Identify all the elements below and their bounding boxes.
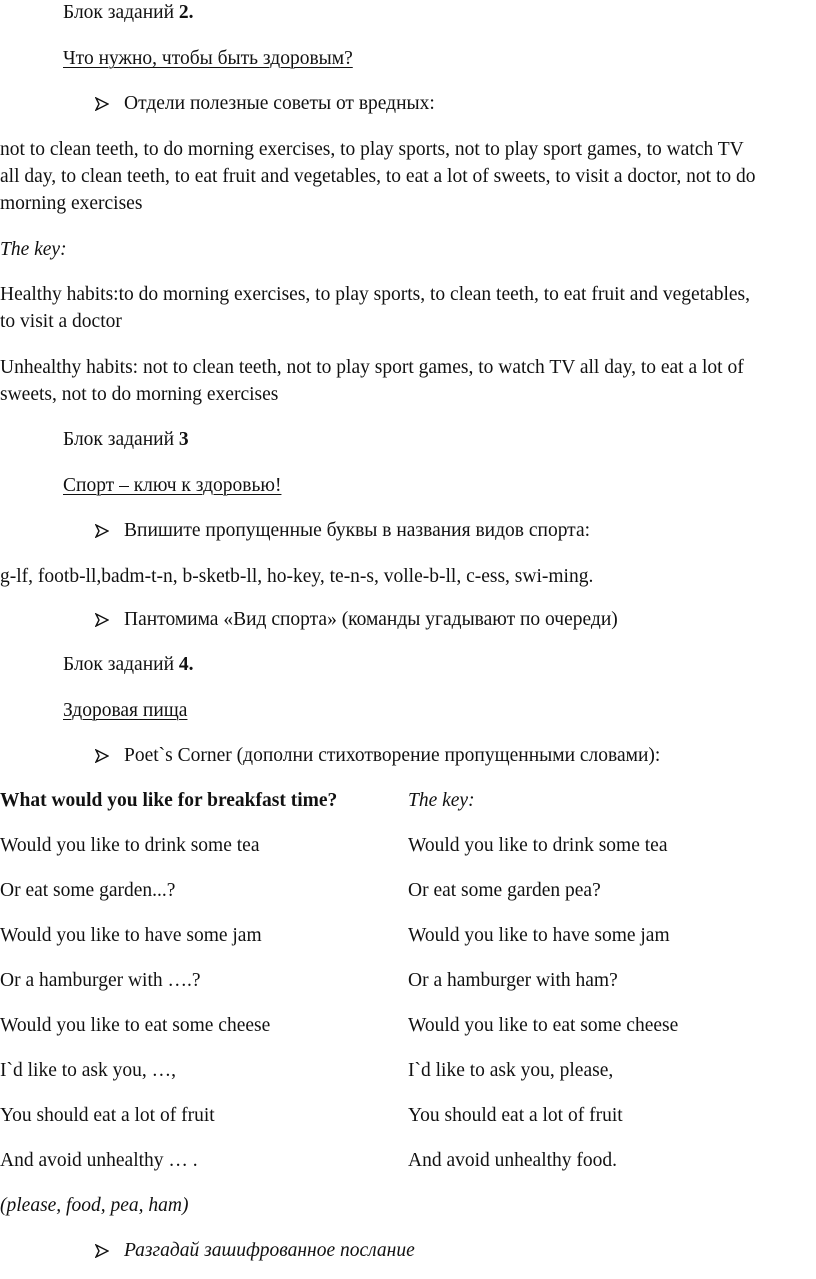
block4-heading xyxy=(63,651,194,678)
key-line-1: Would you like to drink some tea xyxy=(408,835,668,856)
key-line-7: You should eat a lot of fruit xyxy=(408,1105,623,1126)
poem-line-2: Or eat some garden...? xyxy=(0,880,176,901)
poem-line-1: Would you like to drink some tea xyxy=(0,835,260,856)
key-line-2: Or eat some garden pea? xyxy=(408,880,601,901)
block2-words-line-1: not to clean teeth, to do morning exercises, to play sports, not to play sport games, to watch TV xyxy=(0,139,744,160)
block3-heading-number: 3 xyxy=(178,429,189,450)
key-line-5: Would you like to eat some cheese xyxy=(408,1015,679,1036)
arrow-bullet-icon xyxy=(95,1237,113,1258)
block4-task-last-text: Разгадай зашифрованное послание xyxy=(124,1240,415,1261)
block2-words-line-3: morning exercises xyxy=(0,193,143,214)
block2-task xyxy=(95,90,435,117)
block3-heading-prefix: Блок заданий xyxy=(63,429,179,450)
poem-line-3: Would you like to have some jam xyxy=(0,925,262,946)
unhealthy-line-1: Unhealthy habits: not to clean teeth, not to play sport games, to watch TV all day, to eat a lot of xyxy=(0,357,744,378)
block2-topic: Что нужно, чтобы быть здоровым? xyxy=(63,48,353,69)
block3-task-2-text: Пантомима «Вид спорта» (команды угадывают по очереди) xyxy=(124,609,618,630)
block3-task-1 xyxy=(95,517,590,544)
block2-heading-number: 2. xyxy=(178,2,194,23)
arrow-bullet-icon xyxy=(95,90,113,111)
block3-sports-list: g-lf, footb-ll,badm-t-n, b-sketb-ll, ho-key, te-n-s, volle-b-ll, c-ess, swi-ming. xyxy=(0,566,594,587)
block3-heading xyxy=(63,426,189,453)
poem-answers: (please, food, pea, ham) xyxy=(0,1195,189,1216)
healthy-line-2: to visit a doctor xyxy=(0,311,122,332)
block2-heading-prefix: Блок заданий xyxy=(63,2,179,23)
block4-task-last xyxy=(95,1237,415,1264)
healthy-line-1: Healthy habits:to do morning exercises, to play sports, to clean teeth, to eat fruit and vegetables, xyxy=(0,284,750,305)
block3-task-2 xyxy=(95,606,618,633)
block3-task-1-text: Впишите пропущенные буквы в названия видов спорта: xyxy=(124,520,591,541)
arrow-bullet-icon xyxy=(95,742,113,763)
block4-task-text: Poet`s Corner (дополни стихотворение пропущенными словами): xyxy=(124,745,661,766)
block2-task-text: Отдели полезные советы от вредных: xyxy=(124,93,435,114)
poem-line-6: I`d like to ask you, …, xyxy=(0,1060,177,1081)
poem-line-5: Would you like to eat some cheese xyxy=(0,1015,271,1036)
key-line-3: Would you like to have some jam xyxy=(408,925,670,946)
block2-key-label: The key: xyxy=(0,239,67,260)
block2-words-line-2: all day, to clean teeth, to eat fruit and vegetables, to eat a lot of sweets, to visit a doctor, not to do xyxy=(0,166,756,187)
key-line-4: Or a hamburger with ham? xyxy=(408,970,618,991)
arrow-bullet-icon xyxy=(95,606,113,627)
block4-heading-prefix: Блок заданий xyxy=(63,654,179,675)
poem-line-7: You should eat a lot of fruit xyxy=(0,1105,215,1126)
unhealthy-line-2: sweets, not to do morning exercises xyxy=(0,384,279,405)
block3-topic: Спорт – ключ к здоровью! xyxy=(63,475,282,496)
key-line-8: And avoid unhealthy food. xyxy=(408,1150,618,1171)
arrow-bullet-icon xyxy=(95,517,113,538)
poem-line-4: Or a hamburger with ….? xyxy=(0,970,201,991)
poem-title: What would you like for breakfast time? xyxy=(0,790,338,811)
poem-key-label: The key: xyxy=(408,790,475,811)
key-line-6: I`d like to ask you, please, xyxy=(408,1060,614,1081)
block4-task xyxy=(95,742,660,769)
block4-heading-number: 4. xyxy=(178,654,194,675)
block2-heading xyxy=(63,0,194,26)
poem-line-8: And avoid unhealthy … . xyxy=(0,1150,198,1171)
block4-topic: Здоровая пища xyxy=(63,700,188,721)
